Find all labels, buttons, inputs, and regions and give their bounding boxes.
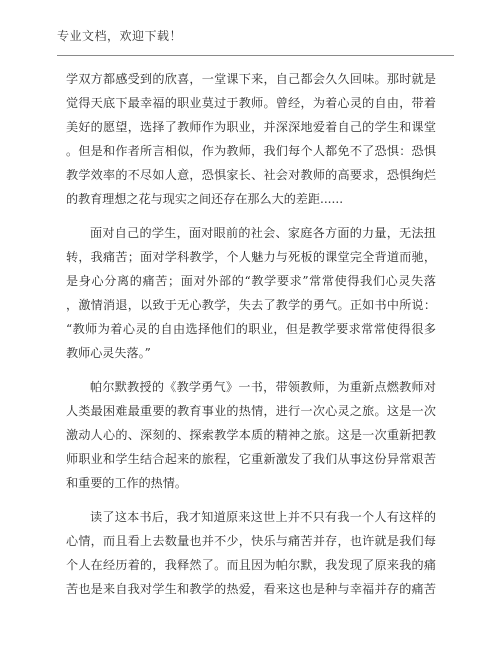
header-text: 专业文档，欢迎下载！: [57, 29, 183, 43]
text-line: 帕尔默教授的《教学勇气》一书，带领教师，为重新点燃教师对: [90, 380, 436, 394]
text-line: 的教育理想之花与现实之间还存在那么大的差距......: [66, 192, 344, 206]
text-line: 读了这本书后，我才知道原来这世上并不只有我一个人有这样的: [90, 510, 436, 524]
text-line: 是身心分离的痛苦；面对外部的“教学要求”常常使得我们心灵失落: [66, 274, 436, 288]
text-line: 教学效率的不尽如人意，恐惧家长、社会对教师的高要求，恐惧绚烂: [66, 168, 436, 182]
text-line: 激动人心的、深刻的、探索教学本质的精神之旅。这是一次重新把教: [66, 428, 436, 442]
text-line: 和重要的工作的热情。: [66, 476, 187, 490]
text-line: “教师为着心灵的自由选择他们的职业，但是教学要求常常使得很多: [66, 322, 436, 336]
text-line: 师职业和学生结合起来的旅程，它重新激发了我们从事这份异常艰苦: [66, 452, 436, 466]
text-line: 心情，而且看上去数量也并不少，快乐与痛苦并存，也许就是我们每: [66, 534, 436, 548]
paragraph: [66, 67, 436, 211]
paragraph: [66, 221, 436, 365]
text-line: ，激情消退，以致于无心教学，失去了教学的勇气。正如书中所说：: [66, 298, 436, 312]
text-line: 学双方都感受到的欣喜，一堂课下来，自己都会久久回味。那时就是: [66, 72, 436, 86]
document-body: [66, 67, 436, 601]
text-line: 美好的愿望，选择了教师作为职业，并深深地爱着自己的学生和课堂: [66, 120, 436, 134]
text-line: 。但是和作者所言相似，作为教师，我们每个人都免不了恐惧：恐惧: [66, 144, 436, 158]
paragraph: [66, 505, 436, 601]
header-divider: [57, 55, 454, 56]
paragraph: [66, 375, 436, 495]
text-line: 苦也是来自我对学生和教学的热爱，看来这也是种与幸福并存的痛苦: [66, 582, 436, 596]
text-line: 面对自己的学生，面对眼前的社会、家庭各方面的力量，无法扭: [90, 226, 436, 240]
text-line: 人类最困难最重要的教育事业的热情，进行一次心灵之旅。这是一次: [66, 404, 436, 418]
text-line: 教师心灵失落。”: [66, 346, 151, 360]
text-line: 个人在经历着的，我释然了。而且因为帕尔默，我发现了原来我的痛: [66, 558, 436, 572]
text-line: 觉得天底下最幸福的职业莫过于教师。曾经，为着心灵的自由，带着: [66, 96, 436, 110]
text-line: 转，我痛苦；面对学科教学，个人魅力与死板的课堂完全背道而驰，: [66, 250, 436, 264]
